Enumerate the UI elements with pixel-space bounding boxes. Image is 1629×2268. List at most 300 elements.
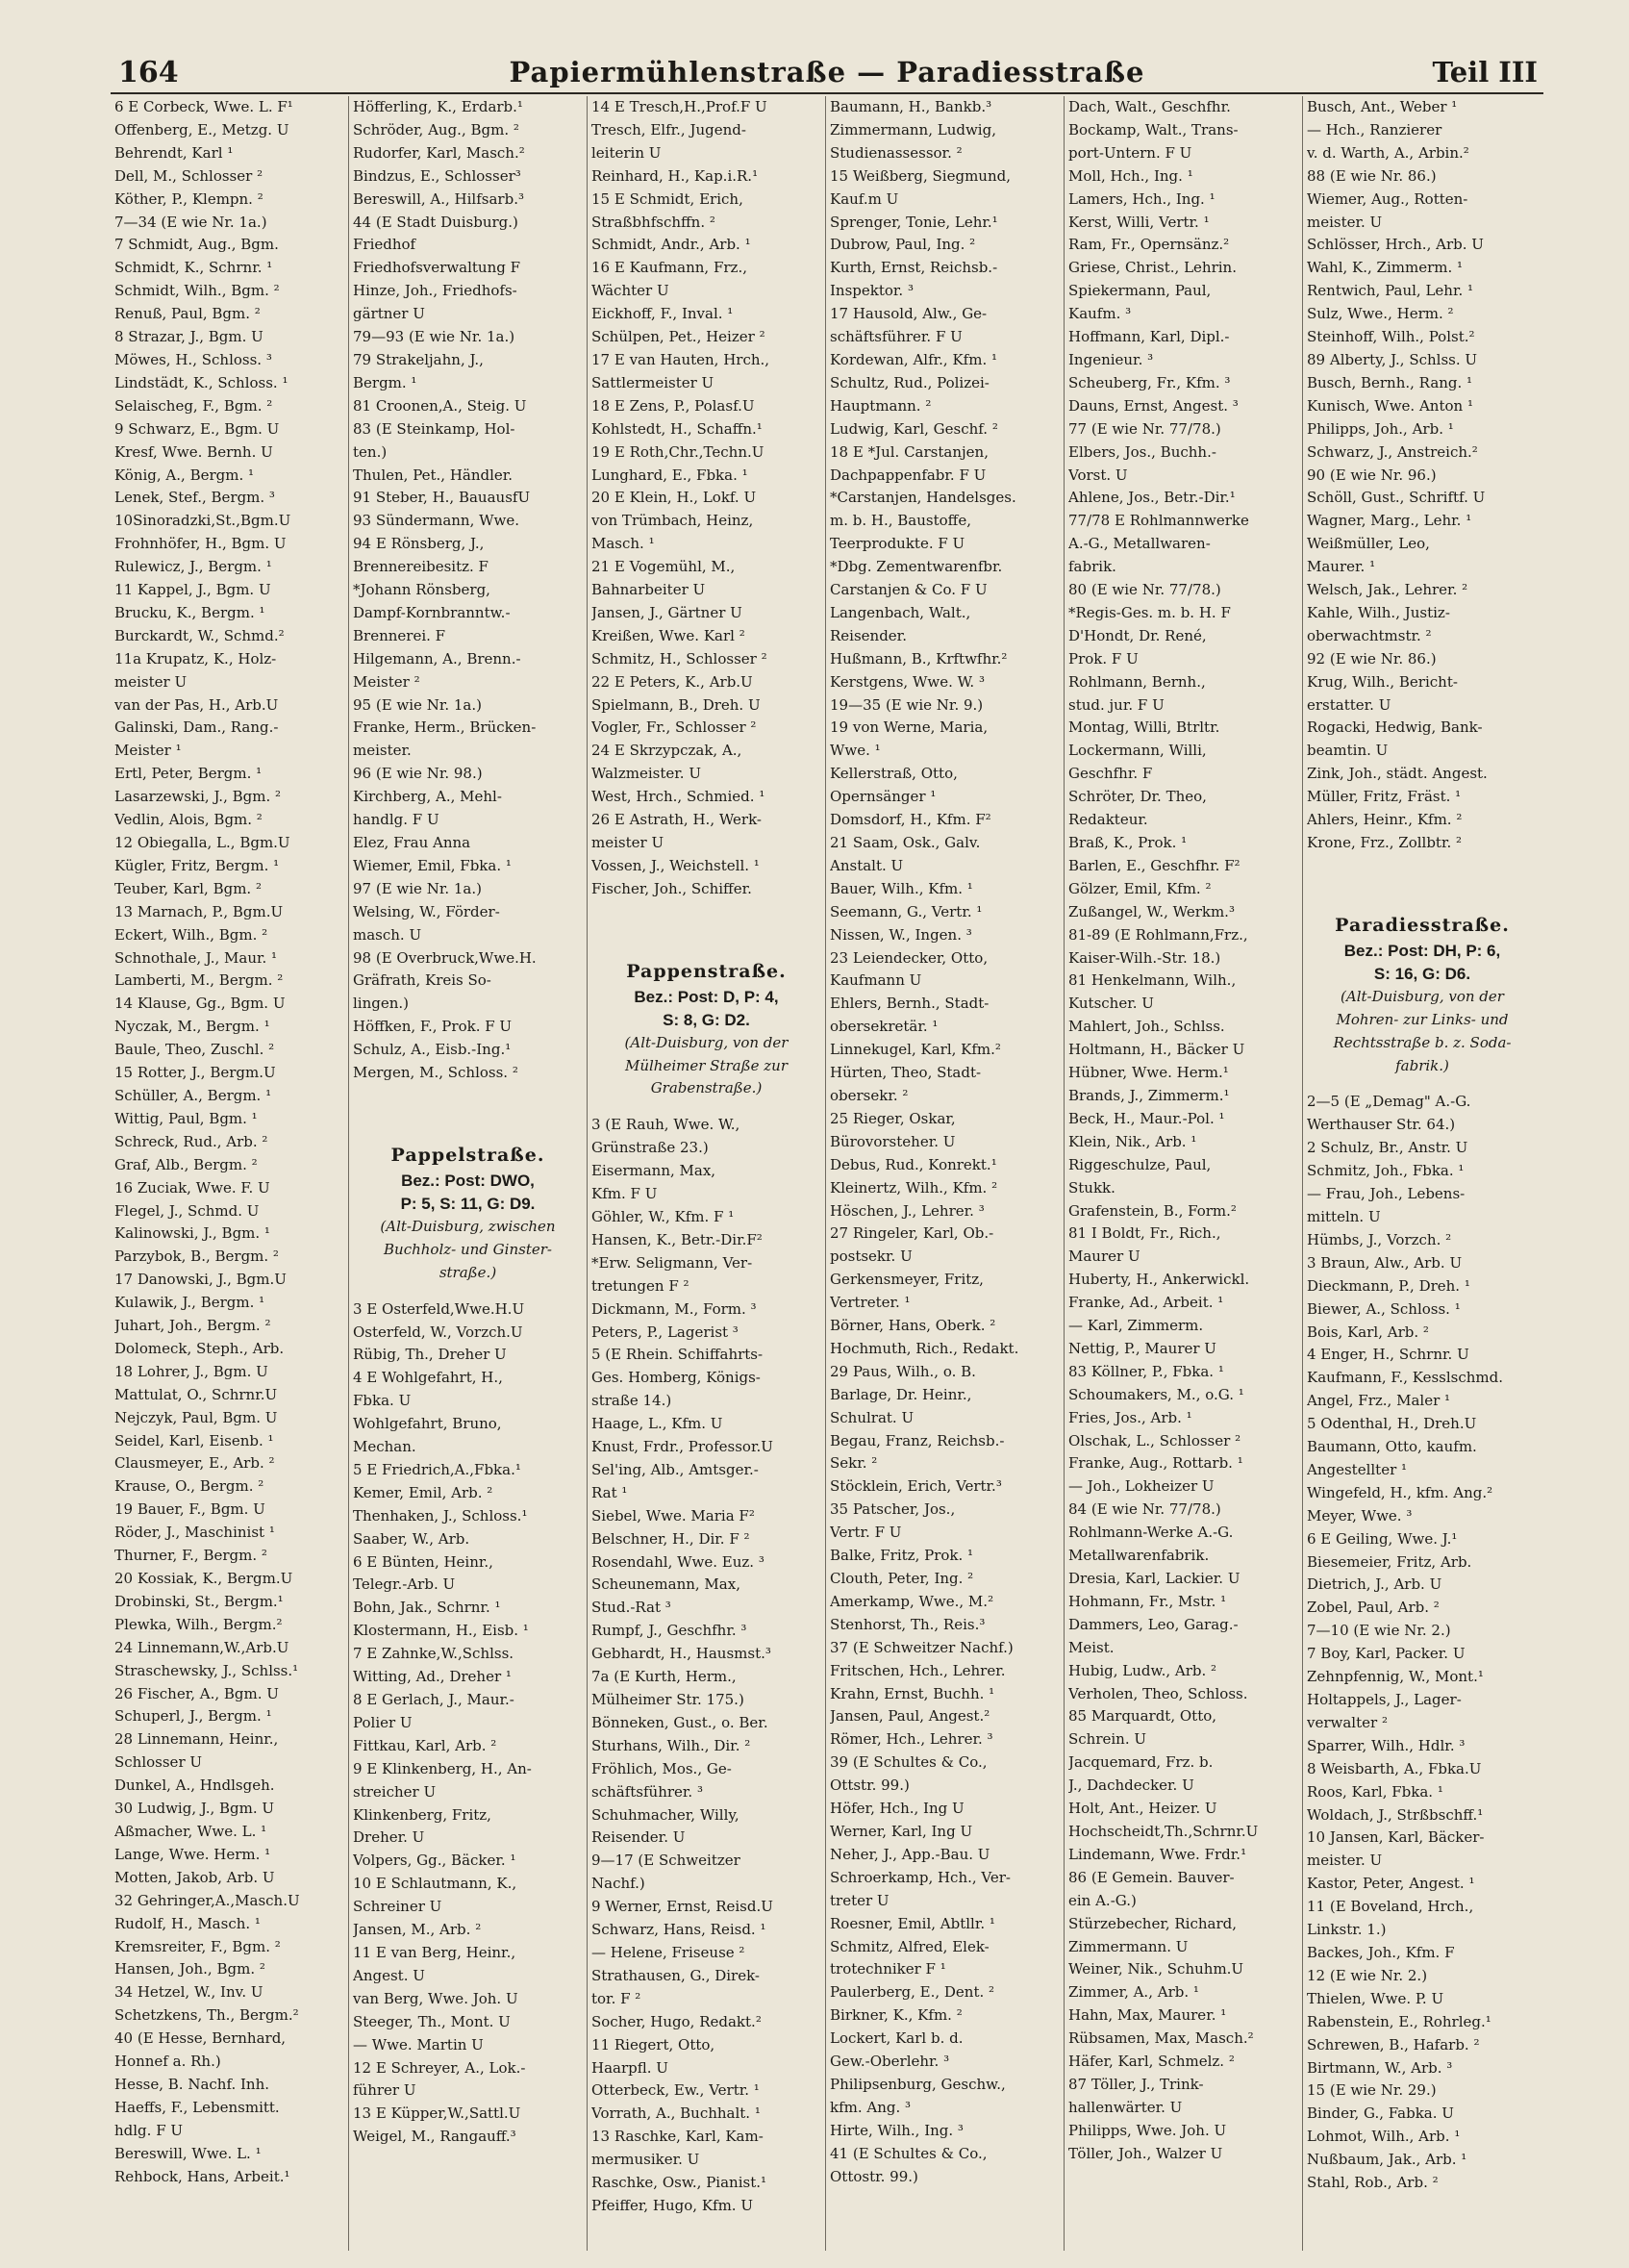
district-codes: Bez.: Post: D, P: 4, — [634, 987, 779, 1006]
directory-entry: 91 Steber, H., BauausfU — [353, 489, 531, 507]
directory-entry: Wingefeld, H., kfm. Ang.² — [1307, 1483, 1493, 1501]
directory-entry: Brands, J., Zimmerm.¹ — [1068, 1086, 1230, 1104]
directory-entry: 85 Marquardt, Otto, — [1068, 1707, 1217, 1726]
directory-entry: v. d. Warth, A., Arbin.² — [1307, 143, 1469, 162]
directory-entry: streicher U — [353, 1782, 437, 1801]
directory-entry: Krone, Frz., Zollbtr. ² — [1307, 834, 1463, 851]
directory-entry: Holtappels, J., Lager- — [1307, 1691, 1462, 1708]
directory-entry: Gew.-Oberlehr. ³ — [830, 2053, 950, 2071]
directory-entry: Kerstgens, Wwe. W. ³ — [830, 672, 985, 691]
directory-entry: Hansen, Joh., Bgm. ² — [114, 1960, 265, 1978]
directory-entry: Dieckmann, P., Dreh. ¹ — [1307, 1276, 1470, 1295]
directory-entry: Schulrat. U — [830, 1408, 915, 1426]
directory-entry: Behrendt, Karl ¹ — [114, 143, 234, 162]
directory-entry: Meister ¹ — [114, 742, 182, 760]
directory-entry: 12 Obiegalla, L., Bgm.U — [114, 834, 290, 851]
directory-entry: Welsch, Jak., Lehrer. ² — [1307, 581, 1468, 599]
directory-entry: Stukk. — [1068, 1178, 1115, 1197]
directory-entry: Balke, Fritz, Prok. ¹ — [830, 1547, 974, 1565]
directory-entry: Bahnarbeiter U — [591, 581, 706, 599]
directory-entry: 17 Danowski, J., Bgm.U — [114, 1271, 287, 1289]
directory-entry: 27 Ringeler, Karl, Ob.- — [830, 1224, 994, 1243]
directory-entry: Biewer, A., Schloss. ¹ — [1307, 1299, 1461, 1318]
directory-entry: Schetzkens, Th., Bergm.² — [114, 2006, 299, 2025]
directory-entry: 6 E Geiling, Wwe. J.¹ — [1307, 1529, 1458, 1548]
directory-entry: Kirchberg, A., Mehl- — [353, 788, 502, 806]
directory-entry: meister. — [353, 742, 412, 760]
directory-entry: Witting, Ad., Dreher ¹ — [353, 1668, 512, 1686]
directory-entry: Dolomeck, Steph., Arb. — [114, 1339, 285, 1357]
directory-entry: Ram, Fr., Opernsänz.² — [1068, 236, 1230, 254]
directory-entry: schäftsführer. F U — [830, 328, 963, 346]
directory-entry: Mattulat, O., Schrnr.U — [114, 1385, 278, 1403]
directory-entry: erstatter. U — [1307, 695, 1391, 714]
directory-entry: 97 (E wie Nr. 1a.) — [353, 879, 482, 897]
directory-entry: Göhler, W., Kfm. F ¹ — [591, 1207, 735, 1225]
directory-entry: Dauns, Ernst, Angest. ³ — [1068, 396, 1239, 415]
street-location-note: (Alt-Duisburg, zwischen — [380, 1217, 556, 1235]
directory-entry: 10 Jansen, Karl, Bäcker- — [1307, 1828, 1485, 1847]
directory-entry: Riggeschulze, Paul, — [1068, 1155, 1212, 1173]
directory-entry: 5 Odenthal, H., Dreh.U — [1307, 1415, 1477, 1433]
directory-entry: Kaufm. ³ — [1068, 305, 1132, 323]
directory-entry: Holtmann, H., Bäcker U — [1068, 1041, 1245, 1059]
directory-entry: mermusiker. U — [591, 2151, 700, 2169]
directory-entry: Brennerei. F — [353, 626, 446, 644]
directory-entry: Schmidt, K., Schrnr. ¹ — [114, 259, 273, 277]
directory-entry: Wagner, Marg., Lehr. ¹ — [1307, 512, 1472, 530]
directory-entry: Möwes, H., Schloss. ³ — [114, 350, 272, 368]
directory-entry: 39 (E Schultes & Co., — [830, 1753, 988, 1772]
directory-entry: Vedlin, Alois, Bgm. ² — [114, 811, 263, 829]
directory-entry: Kaiser-Wilh.-Str. 18.) — [1068, 948, 1221, 967]
directory-entry: Welsing, W., Förder- — [353, 902, 500, 920]
directory-entry: Studienassessor. ² — [830, 143, 963, 162]
directory-entry: 8 Strazar, J., Bgm. U — [114, 328, 263, 346]
directory-entry: Bauer, Wilh., Kfm. ¹ — [830, 879, 973, 897]
directory-entry: 80 (E wie Nr. 77/78.) — [1068, 581, 1221, 599]
directory-entry: trotechniker F ¹ — [830, 1960, 946, 1978]
directory-entry: 15 E Schmidt, Erich, — [591, 189, 743, 208]
spacer — [1307, 869, 1538, 882]
directory-entry: Rumpf, J., Geschfhr. ³ — [591, 1622, 747, 1640]
directory-entry: Hahn, Max, Maurer. ¹ — [1068, 2006, 1227, 2025]
directory-entry: 87 Töller, J., Trink- — [1068, 2075, 1204, 2093]
directory-entry: Baumann, Otto, kaufm. — [1307, 1438, 1477, 1456]
directory-entry: 44 (E Stadt Duisburg.) — [353, 213, 518, 231]
directory-entry: 79 Strakeljahn, J., — [353, 350, 484, 368]
directory-entry: Rübig, Th., Dreher U — [353, 1346, 507, 1364]
directory-entry: Juhart, Joh., Bergm. ² — [114, 1317, 271, 1335]
directory-entry: Friedhof — [353, 236, 416, 254]
directory-entry: Dampf-Kornbranntw.- — [353, 603, 511, 621]
directory-entry: Verholen, Theo, Schloss. — [1068, 1684, 1248, 1702]
directory-entry: Mergen, M., Schloss. ² — [353, 1064, 518, 1082]
street-location-note: Mohren- zur Links- und — [1336, 1010, 1509, 1028]
directory-entry: Montag, Willi, Btrltr. — [1068, 718, 1220, 737]
directory-entry: Eickhoff, F., Inval. ¹ — [591, 305, 734, 323]
directory-entry: 10Sinoradzki,St.,Bgm.U — [114, 512, 291, 530]
directory-entry: Nejczyk, Paul, Bgm. U — [114, 1408, 278, 1426]
directory-entry: handlg. F U — [353, 811, 439, 829]
directory-entry: Klein, Nik., Arb. ¹ — [1068, 1132, 1197, 1150]
directory-entry: *Carstanjen, Handelsges. — [830, 489, 1016, 507]
directory-entry: Seidel, Karl, Eisenb. ¹ — [114, 1431, 274, 1449]
directory-entry: 79—93 (E wie Nr. 1a.) — [353, 328, 515, 346]
directory-entry: Opernsänger ¹ — [830, 788, 937, 806]
directory-entry: Sattlermeister U — [591, 373, 714, 391]
directory-entry: Stahl, Rob., Arb. ² — [1307, 2174, 1439, 2192]
directory-entry: 35 Patscher, Jos., — [830, 1500, 956, 1519]
directory-entry: Schrewen, B., Hafarb. ² — [1307, 2035, 1480, 2054]
directory-entry: Drobinski, St., Bergm.¹ — [114, 1592, 284, 1610]
directory-entry: 18 E Zens, P., Polasf.U — [591, 396, 755, 415]
directory-entry: 14 E Tresch,H.,Prof.F U — [591, 98, 767, 115]
directory-entry: 9 Werner, Ernst, Reisd.U — [591, 1898, 773, 1916]
directory-entry: 7—34 (E wie Nr. 1a.) — [114, 213, 267, 231]
directory-entry: West, Hrch., Schmied. ¹ — [591, 788, 765, 806]
directory-entry: Jansen, Paul, Angest.² — [830, 1707, 990, 1726]
directory-entry: Eisermann, Max, — [591, 1162, 716, 1180]
directory-entry: Lohmot, Wilh., Arb. ¹ — [1307, 2128, 1461, 2146]
directory-entry: 14 Klause, Gg., Bgm. U — [114, 995, 286, 1013]
directory-entry: hdlg. F U — [114, 2121, 184, 2139]
directory-entry: Stöcklein, Erich, Vertr.³ — [830, 1477, 1002, 1496]
directory-entry: Lange, Wwe. Herm. ¹ — [114, 1845, 271, 1863]
directory-entry: 40 (E Hesse, Bernhard, — [114, 2029, 287, 2048]
directory-entry: Roos, Karl, Fbka. ¹ — [1307, 1782, 1443, 1801]
directory-entry: Rosendahl, Wwe. Euz. ³ — [591, 1552, 764, 1571]
directory-entry: Kleinertz, Wilh., Kfm. ² — [830, 1178, 998, 1197]
directory-entry: Jansen, J., Gärtner U — [591, 603, 742, 621]
directory-entry: Walzmeister. U — [591, 765, 701, 783]
directory-entry: Prok. F U — [1068, 649, 1139, 668]
directory-entry: 7 Boy, Karl, Packer. U — [1307, 1645, 1466, 1663]
directory-entry: 21 E Vogemühl, M., — [591, 558, 736, 576]
directory-entry: m. b. H., Baustoffe, — [830, 512, 971, 530]
directory-entry: 6 E Corbeck, Wwe. L. F¹ — [114, 98, 293, 115]
directory-entry: 9 Schwarz, E., Bgm. U — [114, 419, 280, 438]
directory-entry: Dell, M., Schlosser ² — [114, 166, 263, 185]
directory-entry: 12 E Schreyer, A., Lok.- — [353, 2058, 526, 2077]
directory-entry: Lenek, Stef., Bergm. ³ — [114, 489, 275, 507]
directory-entry: Graf, Alb., Bergm. ² — [114, 1155, 258, 1173]
directory-entry: Kerst, Willi, Vertr. ¹ — [1068, 213, 1210, 231]
directory-entry: Haage, L., Kfm. U — [591, 1415, 723, 1433]
street-location-note: Buchholz- und Ginster- — [384, 1240, 552, 1258]
directory-entry: Vossen, J., Weichstell. ¹ — [591, 856, 760, 874]
directory-entry: Franke, Ad., Arbeit. ¹ — [1068, 1294, 1224, 1312]
directory-entry: Kutscher. U — [1068, 995, 1154, 1013]
directory-entry: Rübsamen, Max, Masch.² — [1068, 2029, 1254, 2048]
directory-entry: Nettig, P., Maurer U — [1068, 1339, 1216, 1357]
directory-entry: tor. F ² — [591, 1989, 641, 2007]
street-heading: Pappenstraße. — [626, 960, 787, 982]
directory-entry: Dickmann, M., Form. ³ — [591, 1299, 757, 1318]
directory-entry: stud. jur. F U — [1068, 695, 1165, 714]
directory-entry: von Trümbach, Heinz, — [591, 512, 754, 530]
directory-entry: Peters, P., Lagerist ³ — [591, 1323, 739, 1341]
directory-entry: 22 E Peters, K., Arb.U — [591, 672, 753, 691]
street-heading: Paradiesstraße. — [1335, 914, 1510, 936]
directory-entry: *Erw. Seligmann, Ver- — [591, 1253, 753, 1272]
directory-entry: *Dbg. Zementwarenfbr. — [830, 558, 1003, 576]
directory-entry: Fritschen, Hch., Lehrer. — [830, 1661, 1006, 1679]
directory-entry: — Frau, Joh., Lebens- — [1307, 1185, 1466, 1203]
directory-column-3 — [588, 96, 826, 2251]
directory-entry: 34 Hetzel, W., Inv. U — [114, 1983, 263, 2002]
directory-entry: 15 Rotter, J., Bergm.U — [114, 1064, 276, 1082]
directory-entry: Vertr. F U — [830, 1524, 902, 1542]
directory-entry: Grünstraße 23.) — [591, 1139, 709, 1157]
directory-entry: Hürten, Theo, Stadt- — [830, 1064, 982, 1082]
directory-entry: 9 E Klinkenberg, H., An- — [353, 1759, 532, 1777]
directory-entry: Zobel, Paul, Arb. ² — [1307, 1599, 1440, 1617]
directory-entry: Rudorfer, Karl, Masch.² — [353, 143, 525, 162]
directory-entry: 81 I Boldt, Fr., Rich., — [1068, 1224, 1221, 1243]
directory-entry: Vogler, Fr., Schlosser ² — [591, 718, 757, 737]
directory-entry: Kastor, Peter, Angest. ¹ — [1307, 1875, 1475, 1893]
directory-entry: Zink, Joh., städt. Angest. — [1307, 765, 1488, 783]
directory-entry: 95 (E wie Nr. 1a.) — [353, 695, 482, 714]
directory-entry: Hoffmann, Karl, Dipl.- — [1068, 328, 1230, 346]
directory-entry: Dietrich, J., Arb. U — [1307, 1575, 1442, 1594]
directory-entry: tretungen F ² — [591, 1276, 689, 1295]
directory-entry: Schlösser, Hrch., Arb. U — [1307, 236, 1484, 254]
directory-entry: beamtin. U — [1307, 742, 1389, 760]
spacer — [1307, 1077, 1538, 1091]
directory-entry: 7a (E Kurth, Herm., — [591, 1668, 737, 1686]
directory-entry: Kellerstraß, Otto, — [830, 765, 958, 783]
directory-entry: Rat ¹ — [591, 1483, 628, 1501]
directory-entry: Weiner, Nik., Schuhm.U — [1068, 1960, 1244, 1978]
directory-entry: Elez, Frau Anna — [353, 834, 471, 851]
directory-entry: Hübner, Wwe. Herm.¹ — [1068, 1064, 1229, 1082]
directory-entry: Birkner, K., Kfm. ² — [830, 2006, 963, 2025]
directory-entry: Nußbaum, Jak., Arb. ¹ — [1307, 2151, 1467, 2169]
directory-entry: Eckert, Wilh., Bgm. ² — [114, 925, 268, 944]
district-codes: Bez.: Post: DWO, — [401, 1171, 535, 1190]
directory-entry: Straßbhfschffn. ² — [591, 213, 715, 231]
directory-entry: Plewka, Wilh., Bergm.² — [114, 1615, 283, 1633]
spacer — [353, 1285, 583, 1298]
directory-entry: Kohlstedt, H., Schaffn.¹ — [591, 419, 763, 438]
directory-entry: Wohlgefahrt, Bruno, — [353, 1415, 502, 1433]
directory-entry: Philipps, Joh., Arb. ¹ — [1307, 419, 1454, 438]
directory-entry: 29 Paus, Wilh., o. B. — [830, 1362, 976, 1380]
directory-entry: Thenhaken, J., Schloss.¹ — [353, 1506, 528, 1525]
directory-entry: Vorst. U — [1068, 466, 1128, 484]
directory-entry: obersekr. ² — [830, 1086, 909, 1104]
directory-entry: masch. U — [353, 925, 422, 944]
directory-entry: 9—17 (E Schweitzer — [591, 1852, 740, 1870]
directory-entry: meister U — [114, 672, 188, 691]
directory-entry: Bindzus, E., Schlosser³ — [353, 166, 521, 185]
directory-entry: Krause, O., Bergm. ² — [114, 1477, 264, 1496]
directory-entry: Angest. U — [353, 1966, 425, 1984]
directory-entry: Sprenger, Tonie, Lehr.¹ — [830, 213, 998, 231]
directory-entry: Töller, Joh., Walzer U — [1068, 2144, 1223, 2162]
directory-entry: Ahlene, Jos., Betr.-Dir.¹ — [1068, 489, 1236, 507]
directory-entry: Hümbs, J., Vorzch. ² — [1307, 1230, 1452, 1248]
directory-entry: Lasarzewski, J., Bgm. ² — [114, 788, 282, 806]
directory-entry: Angestellter ¹ — [1307, 1460, 1408, 1478]
directory-entry: Dreher. U — [353, 1828, 425, 1847]
directory-entry: Schwarz, Hans, Reisd. ¹ — [591, 1921, 766, 1939]
directory-entry: Franke, Herm., Brücken- — [353, 718, 537, 737]
directory-entry: schäftsführer. ³ — [591, 1782, 703, 1801]
directory-entry: Rentwich, Paul, Lehr. ¹ — [1307, 282, 1474, 300]
directory-entry: Vorrath, A., Buchhalt. ¹ — [591, 2104, 761, 2123]
directory-entry: Dammers, Leo, Garag.- — [1068, 1615, 1239, 1633]
directory-entry: Renuß, Paul, Bgm. ² — [114, 305, 261, 323]
directory-entry: 5 (E Rhein. Schiffahrts- — [591, 1346, 764, 1364]
directory-entry: 77 (E wie Nr. 77/78.) — [1068, 419, 1221, 438]
directory-entry: Schmitz, Alfred, Elek- — [830, 1937, 990, 1955]
directory-entry: Schreiner U — [353, 1898, 442, 1916]
directory-entry: Weigel, M., Rangauff.³ — [353, 2128, 516, 2146]
directory-entry: Schultz, Rud., Polizei- — [830, 373, 990, 391]
directory-entry: Bürovorsteher. U — [830, 1132, 956, 1150]
directory-entry: führer U — [353, 2081, 416, 2100]
directory-entry: 20 E Klein, H., Lokf. U — [591, 489, 757, 507]
directory-entry: Hilgemann, A., Brenn.- — [353, 649, 521, 668]
directory-entry: Zimmer, A., Arb. ¹ — [1068, 1983, 1199, 2002]
directory-entry: Zimmermann. U — [1068, 1937, 1189, 1955]
directory-entry: Burckardt, W., Schmd.² — [114, 626, 285, 644]
directory-entry: Dunkel, A., Hndlsgeh. — [114, 1777, 275, 1795]
directory-entry: straße 14.) — [591, 1392, 672, 1410]
directory-entry: Nyczak, M., Bergm. ¹ — [114, 1018, 270, 1036]
directory-entry: Köther, P., Klempn. ² — [114, 189, 263, 208]
directory-entry: Dubrow, Paul, Ing. ² — [830, 236, 976, 254]
directory-entry: Bereswill, Wwe. L. ¹ — [114, 2144, 262, 2162]
directory-entry: 8 Weisbarth, A., Fbka.U — [1307, 1759, 1482, 1777]
directory-entry: Klinkenberg, Fritz, — [353, 1805, 491, 1824]
directory-entry: 21 Saam, Osk., Galv. — [830, 834, 981, 851]
directory-entry: Kügler, Fritz, Bergm. ¹ — [114, 856, 280, 874]
directory-entry: Röder, J., Maschinist ¹ — [114, 1524, 275, 1542]
directory-entry: Schreck, Rud., Arb. ² — [114, 1132, 268, 1150]
directory-entry: Ges. Homberg, Königs- — [591, 1369, 761, 1387]
directory-entry: 96 (E wie Nr. 98.) — [353, 765, 483, 783]
directory-entry: Höschen, J., Lehrer. ³ — [830, 1201, 985, 1220]
directory-entry: 12 (E wie Nr. 2.) — [1307, 1966, 1428, 1984]
directory-entry: Redakteur. — [1068, 811, 1148, 829]
directory-entry: J., Dachdecker. U — [1068, 1777, 1194, 1795]
directory-entry: 94 E Rönsberg, J., — [353, 535, 485, 553]
directory-entry: Rudolf, H., Masch. ¹ — [114, 1914, 261, 1932]
directory-entry: Häfer, Karl, Schmelz. ² — [1068, 2053, 1235, 2071]
directory-entry: Schuhmacher, Willy, — [591, 1805, 739, 1824]
directory-entry: fabrik. — [1068, 558, 1116, 576]
directory-entry: Sekr. ² — [830, 1454, 878, 1473]
directory-entry: Telegr.-Arb. U — [353, 1575, 456, 1594]
directory-entry: 17 Hausold, Alw., Ge- — [830, 305, 988, 323]
directory-entry: Meist. — [1068, 1638, 1115, 1656]
directory-entry: König, A., Bergm. ¹ — [114, 466, 255, 484]
directory-entry: Fittkau, Karl, Arb. ² — [353, 1736, 497, 1754]
directory-entry: 19 E Roth,Chr.,Techn.U — [591, 442, 764, 461]
directory-entry: Kahle, Wilh., Justiz- — [1307, 603, 1450, 621]
directory-entry: Bohn, Jak., Schrnr. ¹ — [353, 1599, 501, 1617]
directory-entry: 11 Riegert, Otto, — [591, 2035, 715, 2054]
part-label: Teil III — [1432, 56, 1538, 88]
directory-entry: Busch, Ant., Weber ¹ — [1307, 98, 1458, 115]
directory-entry: Fischer, Joh., Schiffer. — [591, 879, 752, 897]
directory-entry: Kremsreiter, F., Bgm. ² — [114, 1937, 281, 1955]
directory-entry: meister U — [591, 834, 664, 851]
directory-entry: Frohnhöfer, H., Bgm. U — [114, 535, 287, 553]
spacer — [353, 1085, 583, 1098]
directory-entry: Philipsenburg, Geschw., — [830, 2075, 1006, 2093]
directory-entry: Grafenstein, B., Form.² — [1068, 1201, 1237, 1220]
directory-entry: Teerprodukte. F U — [830, 535, 965, 553]
directory-entry: Selaischeg, F., Bgm. ² — [114, 396, 273, 415]
directory-entry: Elbers, Jos., Buchh.- — [1068, 442, 1216, 461]
directory-entry: 5 E Friedrich,A.,Fbka.¹ — [353, 1460, 521, 1478]
directory-entry: Socher, Hugo, Redakt.² — [591, 2012, 762, 2030]
directory-entry: van Berg, Wwe. Joh. U — [353, 1989, 518, 2007]
directory-entry: van der Pas, H., Arb.U — [114, 695, 279, 714]
page-header — [111, 50, 1543, 94]
street-location-note: Grabenstraße.) — [650, 1079, 763, 1097]
directory-entry: treter U — [830, 1891, 890, 1909]
spacer — [591, 1100, 821, 1114]
directory-entry: 83 Köllner, P., Fbka. ¹ — [1068, 1362, 1224, 1380]
directory-entry: Olschak, L., Schlosser ² — [1068, 1431, 1241, 1449]
directory-entry: 4 Enger, H., Schrnr. U — [1307, 1346, 1469, 1364]
directory-entry: Scheuberg, Fr., Kfm. ³ — [1068, 373, 1231, 391]
directory-entry: Belschner, H., Dir. F ² — [591, 1529, 750, 1548]
directory-entry: Sel'ing, Alb., Amtsger.- — [591, 1460, 759, 1478]
directory-entry: Straschewsky, J., Schlss.¹ — [114, 1661, 299, 1679]
directory-entry: Hubig, Ludw., Arb. ² — [1068, 1661, 1217, 1679]
directory-entry: mitteln. U — [1307, 1207, 1381, 1225]
directory-entry: postsekr. U — [830, 1247, 913, 1266]
directory-entry: Weißmüller, Leo, — [1307, 535, 1430, 553]
directory-entry: 32 Gehringer,A.,Masch.U — [114, 1891, 300, 1909]
directory-entry: Binder, G., Fabka. U — [1307, 2104, 1454, 2123]
directory-entry: Clouth, Peter, Ing. ² — [830, 1570, 974, 1587]
district-codes: S: 16, G: D6. — [1373, 964, 1471, 983]
directory-entry: Kresf, Wwe. Bernh. U — [114, 442, 273, 461]
directory-entry: Lamberti, M., Bergm. ² — [114, 971, 284, 990]
directory-entry: Sulz, Wwe., Herm. ² — [1307, 305, 1454, 323]
directory-entry: Lamers, Hch., Ing. ¹ — [1068, 189, 1215, 208]
directory-entry: 2—5 (E „Demag" A.-G. — [1307, 1093, 1471, 1111]
directory-entry: Langenbach, Walt., — [830, 603, 971, 621]
directory-entry: Thielen, Wwe. P. U — [1307, 1989, 1444, 2007]
directory-entry: — Wwe. Martin U — [353, 2035, 484, 2054]
directory-entry: Moll, Hch., Ing. ¹ — [1068, 166, 1193, 185]
page-number: 164 — [118, 56, 179, 89]
directory-entry: Debus, Rud., Konrekt.¹ — [830, 1155, 997, 1173]
directory-entry: Krahn, Ernst, Buchh. ¹ — [830, 1684, 995, 1702]
directory-entry: 25 Rieger, Oskar, — [830, 1109, 956, 1127]
directory-entry: Kfm. F U — [591, 1185, 658, 1203]
directory-entry: Mechan. — [353, 1438, 416, 1456]
directory-entry: hallenwärter. U — [1068, 2098, 1183, 2116]
directory-entry: Dresia, Karl, Lackier. U — [1068, 1570, 1241, 1587]
directory-entry: gärtner U — [353, 305, 425, 323]
directory-entry: Kaufmann, F., Kesslschmd. — [1307, 1369, 1503, 1387]
directory-entry: Schmidt, Andr., Arb. ¹ — [591, 236, 751, 254]
directory-entry: 13 Marnach, P., Bgm.U — [114, 902, 284, 920]
directory-entry: Schroerkamp, Hch., Ver- — [830, 1868, 1011, 1886]
directory-entry: Rabenstein, E., Rohrleg.¹ — [1307, 2012, 1491, 2030]
directory-entry: Dachpappenfabr. F U — [830, 466, 987, 484]
